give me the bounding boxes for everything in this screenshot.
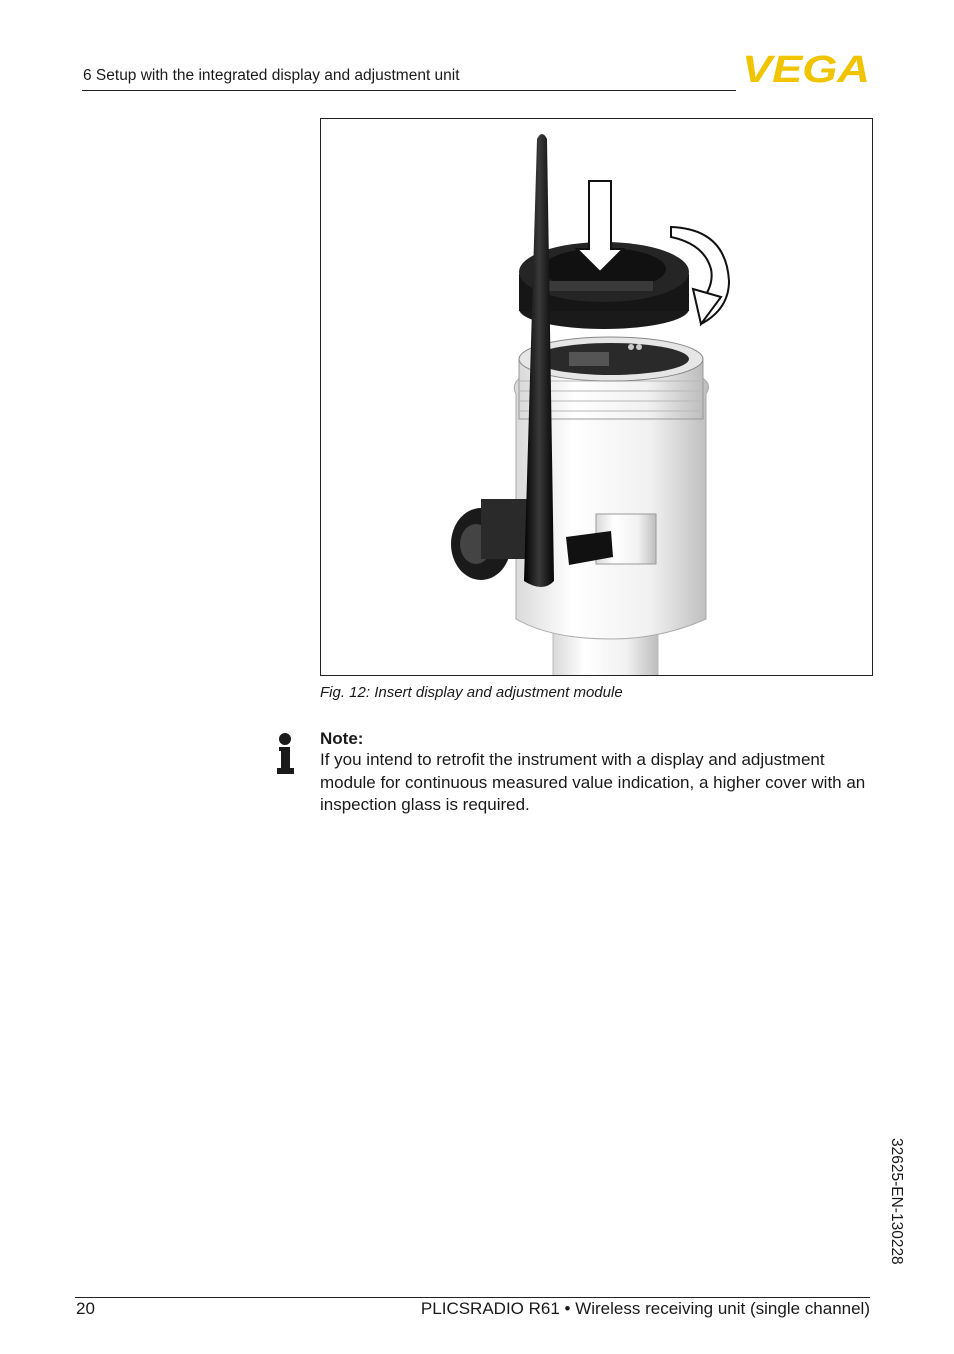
note-title: Note: <box>320 729 364 748</box>
instrument-illustration <box>321 119 873 676</box>
vega-logo-text: VEGA <box>742 52 870 84</box>
figure-frame <box>320 118 873 676</box>
document-code: 32625-EN-130228 <box>888 1138 905 1265</box>
note-body: If you intend to retrofit the instrument with a display and adjustment module for continuous measured value indication, a higher cover with an inspection glass is required. <box>320 750 866 814</box>
footer-rule <box>75 1297 870 1298</box>
header-rule <box>82 90 736 91</box>
section-header: 6 Setup with the integrated display and adjustment unit <box>83 67 460 84</box>
footer-document-title: PLICSRADIO R61 • Wireless receiving unit (single channel) <box>420 1299 870 1318</box>
figure-caption: Fig. 12: Insert display and adjustment module <box>320 684 623 701</box>
vega-logo <box>741 52 872 84</box>
info-icon <box>274 733 296 775</box>
page-number: 20 <box>76 1299 95 1318</box>
